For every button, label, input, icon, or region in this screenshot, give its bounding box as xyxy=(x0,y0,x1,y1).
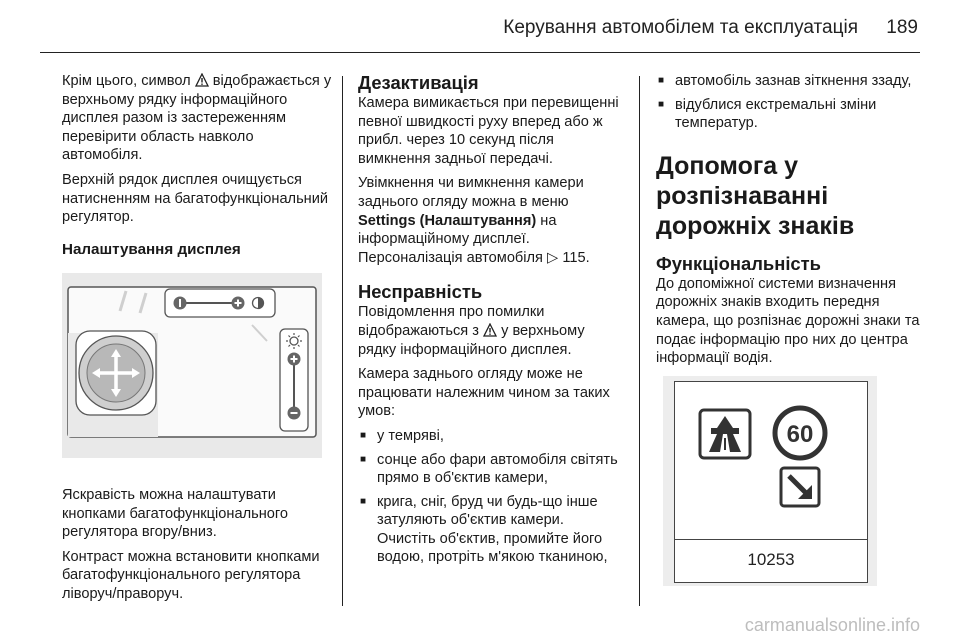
warning-triangle-icon xyxy=(483,323,497,337)
page-reference-icon: ▷ xyxy=(547,249,559,266)
paragraph: Камера вимикається при перевищенні певної швидкості руху вперед або ж прибл. через 10 секунд після вимкнення задньої передачі. xyxy=(358,95,619,167)
list-item: ■ відублися екстремальні зміни температур. xyxy=(656,96,922,133)
section-heading: Дезактивація xyxy=(358,72,479,93)
text: у верхньому рядку інформаційного дисплея. xyxy=(358,322,585,358)
column-3 xyxy=(656,72,922,586)
page-number: 189 xyxy=(886,17,918,38)
column-1 xyxy=(62,72,332,610)
text: Повідомлення про помилки відображаються з xyxy=(358,304,545,339)
list-item: ■ крига, сніг, бруд чи будь-що інше затуляють об'єктив камери. Очистіть об'єктив, промийте його водою, протріть м'якою тканиною, xyxy=(358,493,626,567)
paragraph: Контраст можна встановити кнопками багатофункціонального регулятора ліворуч/праворуч. xyxy=(62,548,320,602)
paragraph: Верхній рядок дисплея очищується натисненням на багатофункціональний регулятор. xyxy=(62,171,329,226)
paragraph xyxy=(358,174,626,267)
sign-display-card xyxy=(674,381,868,583)
paragraph xyxy=(358,303,626,359)
header-rule xyxy=(40,52,920,53)
warning-triangle-icon xyxy=(195,73,209,87)
header-title: Керування автомобілем та експлуатація xyxy=(503,17,858,38)
paragraph: Яскравість можна налаштувати кнопками багатофункціонального регулятора вгору/вниз. xyxy=(62,486,288,541)
traffic-sign-display-illustration xyxy=(663,376,877,586)
watermark: carmanualsonline.info xyxy=(744,615,920,635)
traffic-signs-graphic xyxy=(675,382,867,532)
section-heading: Функціональність xyxy=(656,252,821,274)
subheading: Налаштування дисплея xyxy=(62,240,241,258)
paragraph: Камера заднього огляду може не працювати належним чином за таких умов: xyxy=(358,366,610,420)
bullet-list xyxy=(358,427,626,567)
list-item: ■ сонце або фари автомобіля світять прямо в об'єктив камери, xyxy=(358,451,626,488)
page-header xyxy=(0,0,960,52)
display-settings-illustration xyxy=(62,273,322,458)
text: на інформаційному дисплеї. Персоналізація автомобіля xyxy=(358,212,557,266)
paragraph: До допоміжної системи визначення дорожніх знаків входить передня камера, що розпізнає дорожні знаки та подає інформацію про них до центра інформації водія. xyxy=(656,275,920,367)
speed-limit-text: 60 xyxy=(786,420,814,448)
column-2 xyxy=(358,72,626,572)
sign-divider xyxy=(675,539,867,540)
chapter-heading: Допомога у розпізнаванні дорожніх знаків xyxy=(656,151,855,240)
column-divider xyxy=(639,76,640,606)
bullet-list xyxy=(656,72,922,133)
section-heading: Несправність xyxy=(358,281,483,303)
text: відображається у верхньому рядку інформаційного дисплея разом із застереженням перевірити область навколо автомобіля. xyxy=(62,73,332,164)
list-item: ■ автомобіль зазнав зіткнення ззаду, xyxy=(656,72,922,91)
menu-label: Settings (Налаштування) xyxy=(358,212,537,229)
paragraph xyxy=(62,72,332,165)
text: Увімкнення чи вимкнення камери заднього огляду можна в меню xyxy=(358,175,584,210)
text: Крім цього, символ xyxy=(62,73,191,89)
sign-code: 10253 xyxy=(747,550,795,570)
list-item: ■ у темряві, xyxy=(358,427,626,446)
column-divider xyxy=(342,76,343,606)
page-reference: 115. xyxy=(562,249,590,266)
